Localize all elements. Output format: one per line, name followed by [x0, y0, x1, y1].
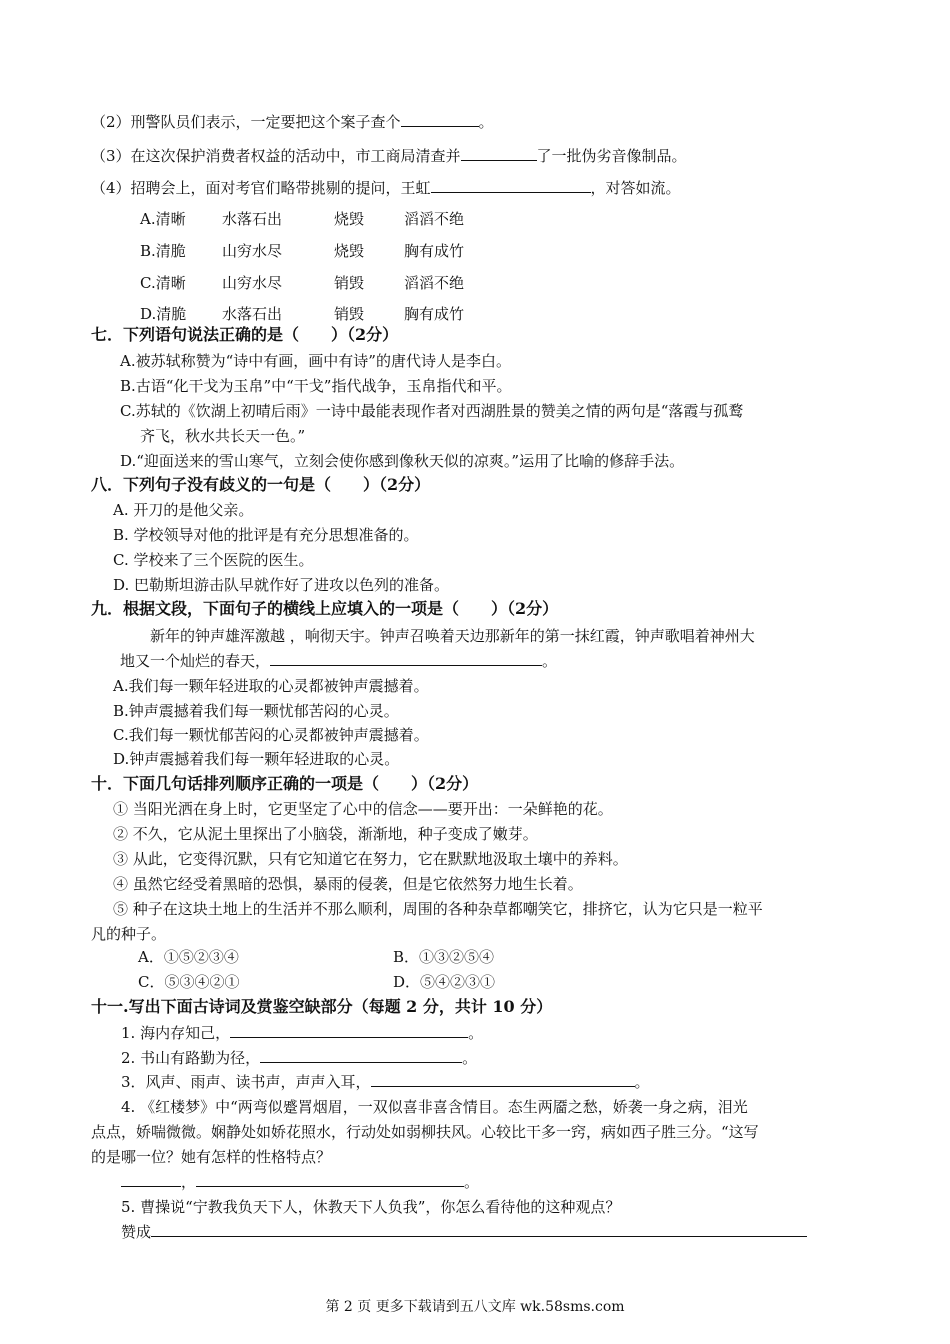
q6-option-b: B.清脆 山穷水尽 烧毁 胸有成竹 [140, 242, 465, 260]
q10-option-b: B．①③②⑤④ [393, 948, 495, 966]
page-footer: 第 2 页 更多下载请到五八文库 wk.58sms.com [325, 1299, 625, 1315]
q10-sentence-4: ④ 虽然它经受着黑暗的恐惧，暴雨的侵袭，但是它依然努力地生长着。 [113, 875, 583, 893]
q7-option-c: C.苏轼的《饮湖上初晴后雨》一诗中最能表现作者对西湖胜景的赞美之情的两句是“落霞与孤鹜 [120, 402, 744, 420]
q9-passage-cont: 地又一个灿烂的春天， 。 [120, 652, 558, 670]
q8-option-b: B. 学校领导对他的批评是有充分思想准备的。 [113, 526, 419, 544]
q6-item-4: （4）招聘会上，面对考官们略带挑剔的提问，王虹 ，对答如流。 [91, 179, 681, 197]
q8-option-d: D. 巴勒斯坦游击队早就作好了进攻以色列的准备。 [113, 576, 450, 594]
q10-title: 十．下面几句话排列顺序正确的一项是（ ）（2分） [91, 774, 479, 793]
q7-option-a: A.被苏轼称赞为“诗中有画，画中有诗”的唐代诗人是李白。 [120, 352, 511, 370]
answer-blank[interactable] [401, 111, 479, 127]
q10-sentence-5-cont: 凡的种子。 [91, 925, 167, 943]
answer-blank[interactable] [461, 145, 537, 161]
q11-item-4-question: 的是哪一位？她有怎样的性格特点？ [91, 1148, 332, 1166]
q6-item-4-text: （4）招聘会上，面对考官们略带挑剔的提问，王虹 [91, 179, 431, 197]
answer-blank[interactable] [371, 1071, 635, 1087]
q10-option-a: A．①⑤②③④ [138, 948, 239, 966]
q6-option-a: A.清晰 水落石出 烧毁 滔滔不绝 [140, 210, 465, 228]
q7-option-b: B.古语“化干戈为玉帛”中“干戈”指代战争，玉帛指代和平。 [120, 377, 512, 395]
answer-blank[interactable] [270, 650, 542, 666]
q6-item-2-text: （2）刑警队员们表示，一定要把这个案子查个 [91, 113, 401, 131]
q11-item-1: 1. 海内存知己， 。 [121, 1024, 484, 1042]
q7-option-c-cont: 齐飞，秋水共长天一色。” [140, 427, 306, 445]
q9-option-c: C.我们每一颗忧郁苦闷的心灵都被钟声震撼着。 [113, 726, 429, 744]
q9-option-a: A.我们每一颗年轻进取的心灵都被钟声震撼着。 [113, 677, 429, 695]
q11-item-3: 3．风声、雨声、读书声，声声入耳， 。 [121, 1073, 650, 1091]
q6-item-3-text: （3）在这次保护消费者权益的活动中，市工商局清查并 [91, 147, 461, 165]
answer-blank[interactable] [260, 1047, 462, 1063]
q10-sentence-2: ② 不久，它从泥土里探出了小脑袋，渐渐地，种子变成了嫩芽。 [113, 825, 538, 843]
answer-blank[interactable] [121, 1171, 181, 1187]
q8-option-c: C. 学校来了三个医院的医生。 [113, 551, 314, 569]
q10-sentence-5: ⑤ 种子在这块土地上的生活并不那么顺利，周围的各种杂草都嘲笑它，排挤它，认为它只是一粒平 [113, 900, 763, 918]
answer-blank[interactable] [196, 1171, 464, 1187]
q7-title: 七．下列语句说法正确的是（ ）（2分） [91, 325, 399, 344]
answer-blank[interactable] [431, 177, 591, 193]
answer-blank[interactable] [230, 1022, 468, 1038]
q9-option-d: D.钟声震撼着我们每一颗年轻进取的心灵。 [113, 750, 400, 768]
q8-option-a: A. 开刀的是他父亲。 [113, 501, 254, 519]
q9-passage: 新年的钟声雄浑激越 ，响彻天宇。钟声召唤着天边那新年的第一抹红霞，钟声歌唱着神州大 [150, 627, 755, 645]
q11-title: 十一.写出下面古诗词及赏鉴空缺部分（每题 2 分，共计 10 分） [91, 997, 553, 1016]
q9-option-b: B.钟声震撼着我们每一颗忧郁苦闷的心灵。 [113, 702, 399, 720]
q8-title: 八．下列句子没有歧义的一句是（ ）（2分） [91, 475, 431, 494]
q10-sentence-1: ① 当阳光洒在身上时，它更坚定了心中的信念——要开出：一朵鲜艳的花。 [113, 800, 613, 818]
q10-option-c: C．⑤③④②① [138, 973, 240, 991]
q6-item-3: （3）在这次保护消费者权益的活动中，市工商局清查并 了一批伪劣音像制品。 [91, 147, 687, 165]
answer-blank[interactable] [151, 1221, 807, 1237]
q11-item-4: 4. 《红楼梦》中“两弯似蹙罥烟眉，一双似喜非喜含情目。态生两靥之愁，娇袭一身之病，泪光 [121, 1098, 748, 1116]
q10-option-d: D．⑤④②③① [393, 973, 496, 991]
q6-option-c: C.清晰 山穷水尽 销毁 滔滔不绝 [140, 274, 465, 292]
q11-item-4-cont: 点点，娇喘微微。娴静处如娇花照水，行动处如弱柳扶风。心较比干多一窍，病如西子胜三分。“这写 [91, 1123, 759, 1141]
q11-item-4-answer: ， 。 [121, 1171, 479, 1193]
q6-option-d: D.清脆 水落石出 销毁 胸有成竹 [140, 305, 465, 323]
q10-sentence-3: ③ 从此，它变得沉默，只有它知道它在努力，它在默默地汲取土壤中的养料。 [113, 850, 628, 868]
q7-option-d: D.“迎面送来的雪山寒气，立刻会使你感到像秋天似的凉爽。”运用了比喻的修辞手法。 [120, 452, 685, 470]
q11-item-2: 2. 书山有路勤为径， 。 [121, 1049, 478, 1067]
q11-item-5: 5. 曹操说“宁教我负天下人，休教天下人负我”，你怎么看待他的这种观点？ [121, 1198, 621, 1216]
q6-item-2: （2）刑警队员们表示，一定要把这个案子查个 。 [91, 113, 494, 131]
q9-title: 九．根据文段，下面句子的横线上应填入的一项是（ ）（2分） [91, 599, 559, 618]
q11-item-5-answer: 赞成 [121, 1221, 807, 1243]
